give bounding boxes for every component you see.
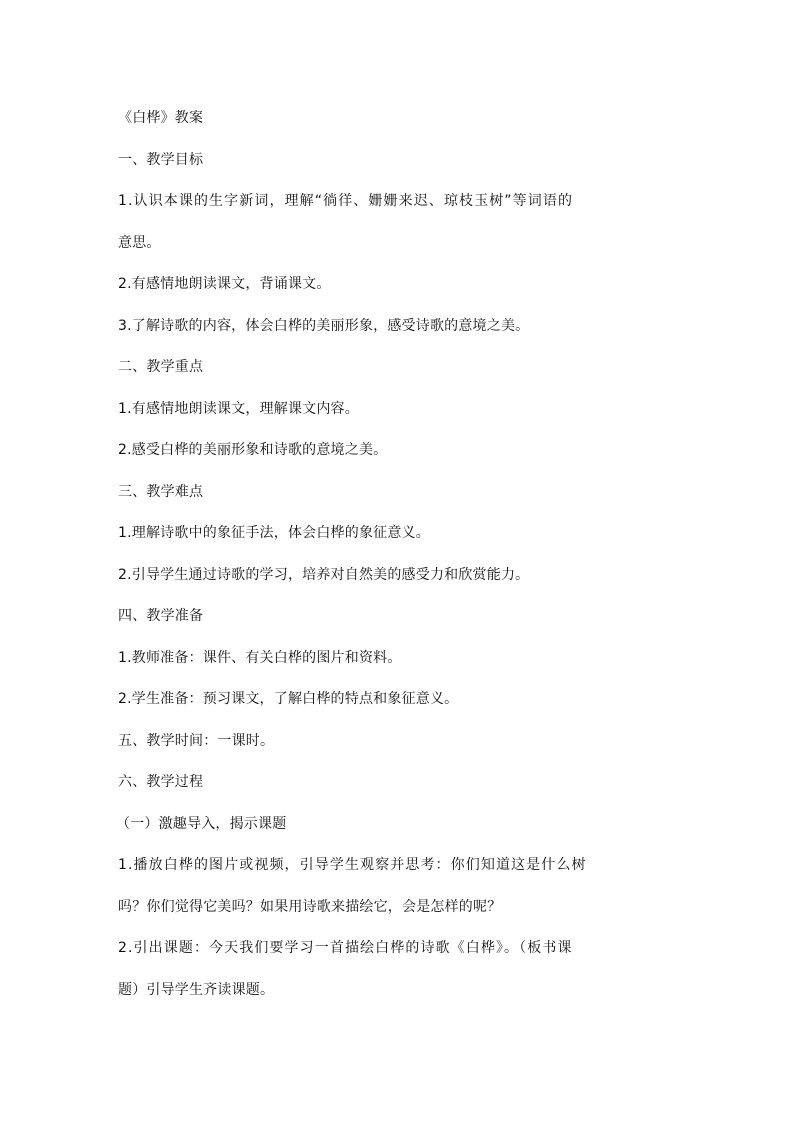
- paragraph-line: 1.播放白桦的图片或视频，引导学生观察并思考：你们知道这是什么树: [118, 857, 587, 873]
- section-heading-objectives: 一、教学目标: [118, 152, 204, 168]
- paragraph-line: 1.认识本课的生字新词，理解“徜徉、姗姗来迟、琼枝玉树”等词语的: [118, 193, 574, 209]
- section-heading-time: 五、教学时间：一课时。: [118, 733, 275, 749]
- section-heading-process: 六、教学过程: [118, 774, 204, 790]
- paragraph-line: 2.引出课题：今天我们要学习一首描绘白桦的诗歌《白桦》。（板书课: [118, 940, 573, 956]
- paragraph-line: 2.感受白桦的美丽形象和诗歌的意境之美。: [118, 442, 388, 458]
- paragraph-line: 题）引导学生齐读课题。: [118, 982, 275, 998]
- section-heading-preparation: 四、教学准备: [118, 608, 204, 624]
- section-heading-key-points: 二、教学重点: [118, 359, 204, 375]
- paragraph-line: 2.学生准备：预习课文，了解白桦的特点和象征意义。: [118, 691, 459, 707]
- paragraph-line: 2.引导学生通过诗歌的学习，培养对自然美的感受力和欣赏能力。: [118, 567, 530, 583]
- subsection-heading: （一）激趣导入，揭示课题: [116, 816, 287, 832]
- paragraph-line: 意思。: [118, 235, 161, 251]
- paragraph-line: 2.有感情地朗读课文，背诵课文。: [118, 276, 331, 292]
- paragraph-line: 3.了解诗歌的内容，体会白桦的美丽形象，感受诗歌的意境之美。: [118, 318, 530, 334]
- paragraph-line: 1.有感情地朗读课文，理解课文内容。: [118, 401, 359, 417]
- document-title: 《白桦》教案: [118, 110, 204, 126]
- paragraph-line: 吗？你们觉得它美吗？如果用诗歌来描绘它，会是怎样的呢？: [118, 899, 502, 915]
- paragraph-line: 1.教师准备：课件、有关白桦的图片和资料。: [118, 650, 402, 666]
- section-heading-difficulties: 三、教学难点: [118, 484, 204, 500]
- paragraph-line: 1.理解诗歌中的象征手法，体会白桦的象征意义。: [118, 525, 430, 541]
